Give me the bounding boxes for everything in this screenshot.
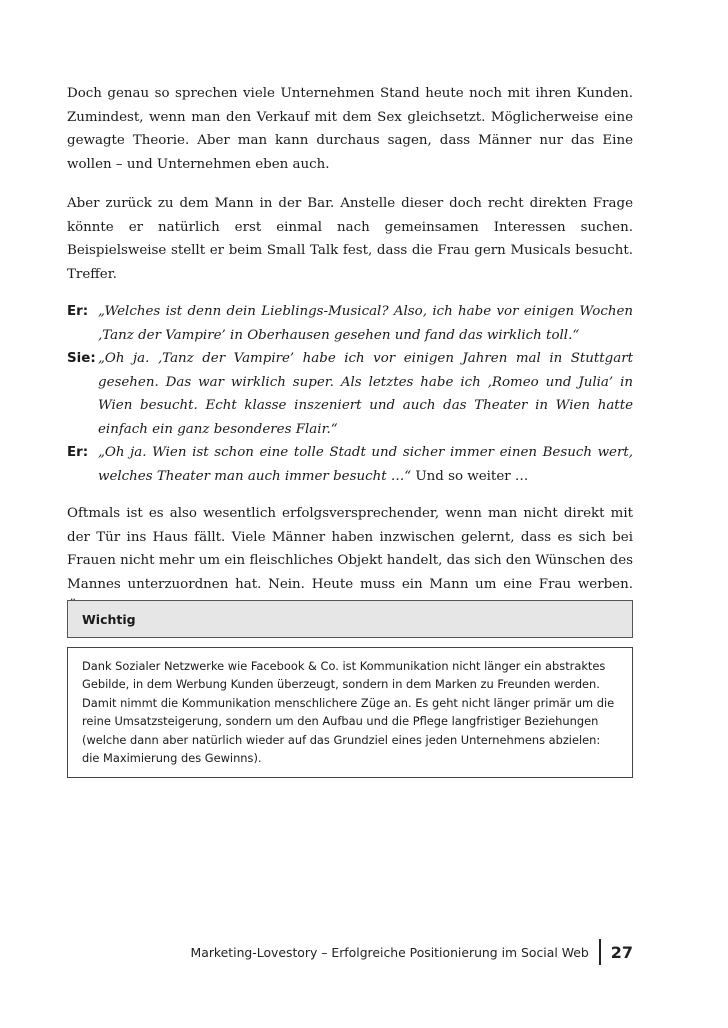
utterance-quote: „Welches ist denn dein Lieblings-Musical? Also, ich habe vor einigen Wochen ‚Tanz der Vampire’ in Oberhausen gesehen und fand das wirklich toll.“: [98, 304, 633, 343]
footer-divider: [599, 939, 601, 965]
speaker-label: Er:: [67, 304, 89, 319]
main-text: [67, 82, 633, 620]
info-box-body: Dank Sozialer Netzwerke wie Facebook & Co. ist Kommunikation nicht länger ein abstraktes Gebilde, in dem Werbung Kunden überzeugt, sondern in dem Marken zu Freunden werden. Damit nimmt die Kommunikation menschlichere Züge an. Es geht nicht länger primär um die reine Umsatzsteigerung, sondern um den Aufbau und die Pflege langfristiger Beziehungen (welche dann aber natürlich wieder auf das Grundziel eines jeden Unternehmens abzielen: die Maximierung des Gewinns).: [67, 647, 633, 778]
paragraph-intro: Doch genau so sprechen viele Unternehmen Stand heute noch mit ihren Kunden. Zumindest, wenn man den Verkauf mit dem Sex gleichsetzt. Möglicherweise eine gewagte Theorie. Aber man kann durchaus sagen, dass Männer nur das Eine wollen – und Unternehmen eben auch.: [67, 86, 633, 172]
dialogue-line: [67, 300, 633, 347]
page-footer: [191, 938, 633, 966]
utterance-quote: „Oh ja. ‚Tanz der Vampire’ habe ich vor einigen Jahren mal in Stuttgart gesehen. Das war wirklich super. Als letztes habe ich ‚Romeo und Julia’ in Wien besucht. Echt klasse inszeniert und auch das Theater in Wien hatte einfach ein ganz besonderes Flair.“: [98, 351, 633, 437]
utterance-tail: Und so weiter …: [411, 468, 529, 484]
dialogue: [67, 300, 633, 488]
info-box-title: Wichtig: [67, 600, 633, 638]
utterance-quote: „Oh ja. Wien ist schon eine tolle Stadt und sicher immer einen Besuch wert, welches Theater man auch immer besucht …“: [98, 445, 633, 484]
utterance: [98, 347, 633, 441]
paragraph-bar: Aber zurück zu dem Mann in der Bar. Anstelle dieser doch recht direkten Frage könnte er natürlich erst einmal nach gemeinsamen Interessen suchen. Beispielsweise stellt er beim Small Talk fest, dass die Frau gern Musicals besucht. Treffer.: [67, 196, 633, 282]
speaker-label: Er:: [67, 445, 89, 460]
utterance: [98, 441, 633, 488]
page-number: 27: [610, 942, 633, 962]
info-box: [67, 600, 633, 778]
dialogue-line: [67, 347, 633, 441]
dialogue-line: [67, 441, 633, 488]
paragraph-conclusion: Oftmals ist es also wesentlich erfolgsversprechender, wenn man nicht direkt mit der Tür ins Haus fällt. Viele Männer haben inzwischen gelernt, dass es sich bei Frauen nicht mehr um ein fleischliches Objekt handelt, das sich den Wünschen des Mannes unterzuordnen hat. Nein. Heute muss ein Mann um eine Frau werben.: [67, 506, 633, 592]
speaker-label: Sie:: [67, 351, 96, 366]
utterance: [98, 300, 633, 347]
running-title: Marketing-Lovestory – Erfolgreiche Positionierung im Social Web: [190, 944, 589, 960]
